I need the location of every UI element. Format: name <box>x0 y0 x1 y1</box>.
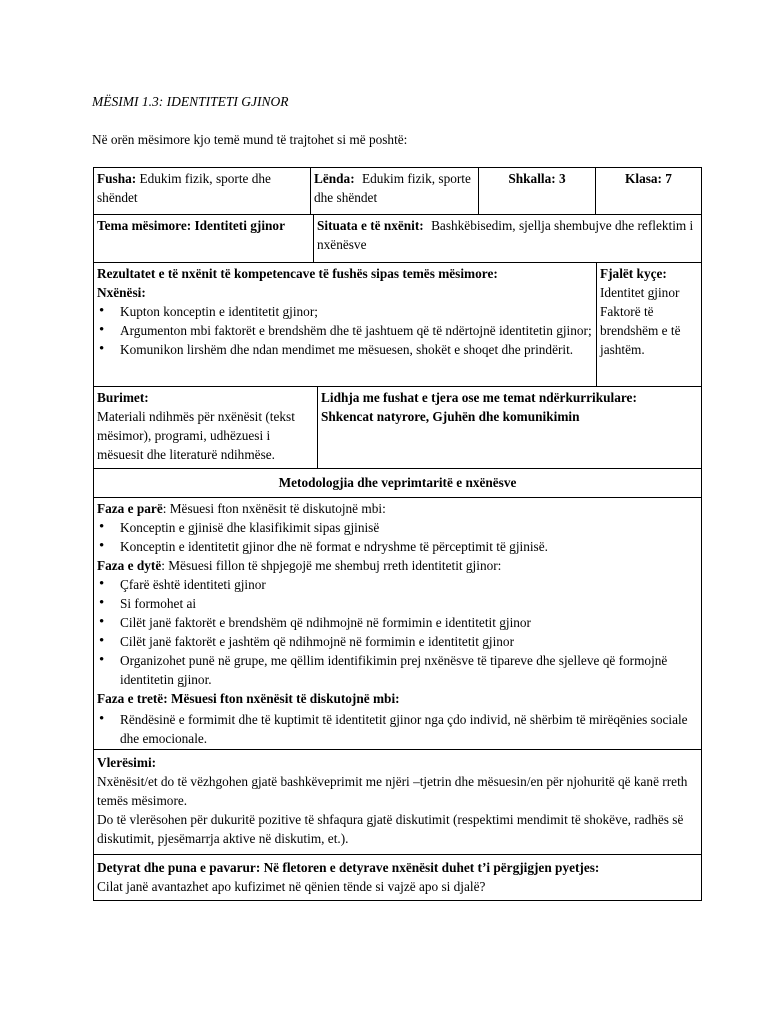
burimet-cell <box>94 387 318 468</box>
lenda-label: Lënda: <box>314 171 355 186</box>
faza2-label: Faza e dytë <box>97 558 162 573</box>
header-row <box>94 168 702 215</box>
list-item: • Cilët janë faktorët e jashtëm që ndihmojnë në formimin e identitetit gjinor <box>97 632 698 651</box>
faza2-list <box>97 575 698 689</box>
list-item: • Çfarë është identiteti gjinor <box>97 575 698 594</box>
keyword-item: Identitet gjinor <box>600 285 680 300</box>
klasa-cell: Klasa: 7 <box>596 168 702 214</box>
vleresimi-cell <box>94 750 702 854</box>
tema-label: Tema mësimore: Identiteti gjinor <box>97 218 285 233</box>
faza1-text: : Mësuesi fton nxënësit të diskutojnë mbi: <box>162 501 386 516</box>
tema-row <box>94 215 702 263</box>
rezultatet-list <box>97 302 593 359</box>
faza3-list <box>97 710 698 748</box>
detyrat-row <box>94 855 702 901</box>
situata-value: Bashkëbisedim, sjellja shembujve dhe reflektim i nxënësve <box>317 218 694 252</box>
faza1-line <box>97 499 698 518</box>
rezultatet-cell <box>94 263 597 386</box>
vleresimi-p1: Nxënësit/et do të vëzhgohen gjatë bashkëveprimit me njëri –tjetrin dhe mësuesin/en për njohuritë që kanë rreth temës mësimore. <box>97 774 688 808</box>
lidhja-label: Lidhja me fushat e tjera ose me temat ndërkurrikulare: <box>321 390 637 405</box>
vleresimi-label: Vlerësimi: <box>97 755 157 770</box>
list-item: • Cilët janë faktorët e brendshëm që ndihmojnë në formimin e identitetit gjinor <box>97 613 698 632</box>
list-item: • Konceptin e identitetit gjinor dhe në format e ndryshme të përceptimit të gjinisë. <box>97 537 698 556</box>
burimet-label: Burimet: <box>97 390 149 405</box>
rezultatet-heading: Rezultatet e të nxënit të kompetencave të fushës sipas temës mësimore: <box>97 266 498 281</box>
burimet-row <box>94 387 702 469</box>
shkalla-cell: Shkalla: 3 <box>479 168 596 214</box>
faza1-list <box>97 518 698 556</box>
vleresimi-row <box>94 750 702 855</box>
list-item: • Kupton konceptin e identitetit gjinor; <box>97 302 593 321</box>
situata-label: Situata e të nxënit: <box>317 218 424 233</box>
metodologjia-row <box>94 469 702 498</box>
keyword-item: Faktorë të brendshëm e të jashtëm. <box>600 304 681 357</box>
list-item: • Organizohet punë në grupe, me qëllim identifikimin prej nxënësve të tipareve dhe sjelleve që formojnë identitetin gjinor. <box>97 651 698 689</box>
fazat-row <box>94 498 702 750</box>
fusha-value: Edukim fizik, sporte dhe shëndet <box>97 171 271 205</box>
page-title: MËSIMI 1.3: IDENTITETI GJINOR <box>92 94 289 109</box>
lesson-plan-table <box>93 167 702 901</box>
list-item: • Si formohet ai <box>97 594 698 613</box>
nxenesi-label: Nxënësi: <box>97 285 146 300</box>
vleresimi-p2: Do të vlerësohen për dukuritë pozitive të shfaqura gjatë diskutimit (respektimi mendimit të shokëve, radhës së diskutimit, pjesëmarrja aktive në diskutim, et.). <box>97 812 684 846</box>
faza3-label: Faza e tretë: Mësuesi fton nxënësit të diskutojnë mbi: <box>97 691 400 706</box>
fusha-cell <box>94 168 311 214</box>
burimet-value: Materiali ndihmës për nxënësit (tekst mësimor), programi, udhëzuesi i mësuesit dhe literaturë ndihmëse. <box>97 409 295 462</box>
lenda-value: Edukim fizik, sporte dhe shëndet <box>314 171 471 205</box>
detyrat-text: Cilat janë avantazhet apo kufizimet në qënien tënde si vajzë apo si djalë? <box>97 879 486 894</box>
list-item: • Rëndësinë e formimit dhe të kuptimit të identitetit gjinor nga çdo individ, në shërbim të mirëqënies sociale dhe emocionale. <box>97 710 698 748</box>
lidhja-value: Shkencat natyrore, Gjuhën dhe komunikimin <box>321 409 580 424</box>
metodologjia-heading: Metodologjia dhe veprimtaritë e nxënësve <box>94 469 702 497</box>
tema-cell <box>94 215 314 262</box>
detyrat-cell <box>94 855 702 900</box>
situata-cell <box>314 215 702 262</box>
rezultatet-row <box>94 263 702 387</box>
detyrat-label: Detyrat dhe puna e pavarur: Në fletoren e detyrave nxënësit duhet t’i përgjigjen pyetjes: <box>97 860 600 875</box>
list-item: • Argumenton mbi faktorët e brendshëm dhe të jashtuem që të ndërtojnë identitetin gjinor; <box>97 321 593 340</box>
keywords-label: Fjalët kyçe: <box>600 266 667 281</box>
fusha-label: Fusha: <box>97 171 137 186</box>
faza2-text: : Mësuesi fillon të shpjegojë me shembuj rreth identitetit gjinor: <box>161 558 502 573</box>
faza1-label: Faza e parë <box>97 501 163 516</box>
lidhja-cell <box>318 387 702 468</box>
list-item: • Komunikon lirshëm dhe ndan mendimet me mësuesen, shokët e shoqet dhe prindërit. <box>97 340 593 359</box>
intro-text: Në orën mësimore kjo temë mund të trajtohet si më poshtë: <box>92 132 408 147</box>
lenda-cell <box>311 168 479 214</box>
keywords-cell <box>597 263 702 386</box>
fazat-cell <box>94 498 702 749</box>
list-item: • Konceptin e gjinisë dhe klasifikimit sipas gjinisë <box>97 518 698 537</box>
faza2-line <box>97 556 698 575</box>
